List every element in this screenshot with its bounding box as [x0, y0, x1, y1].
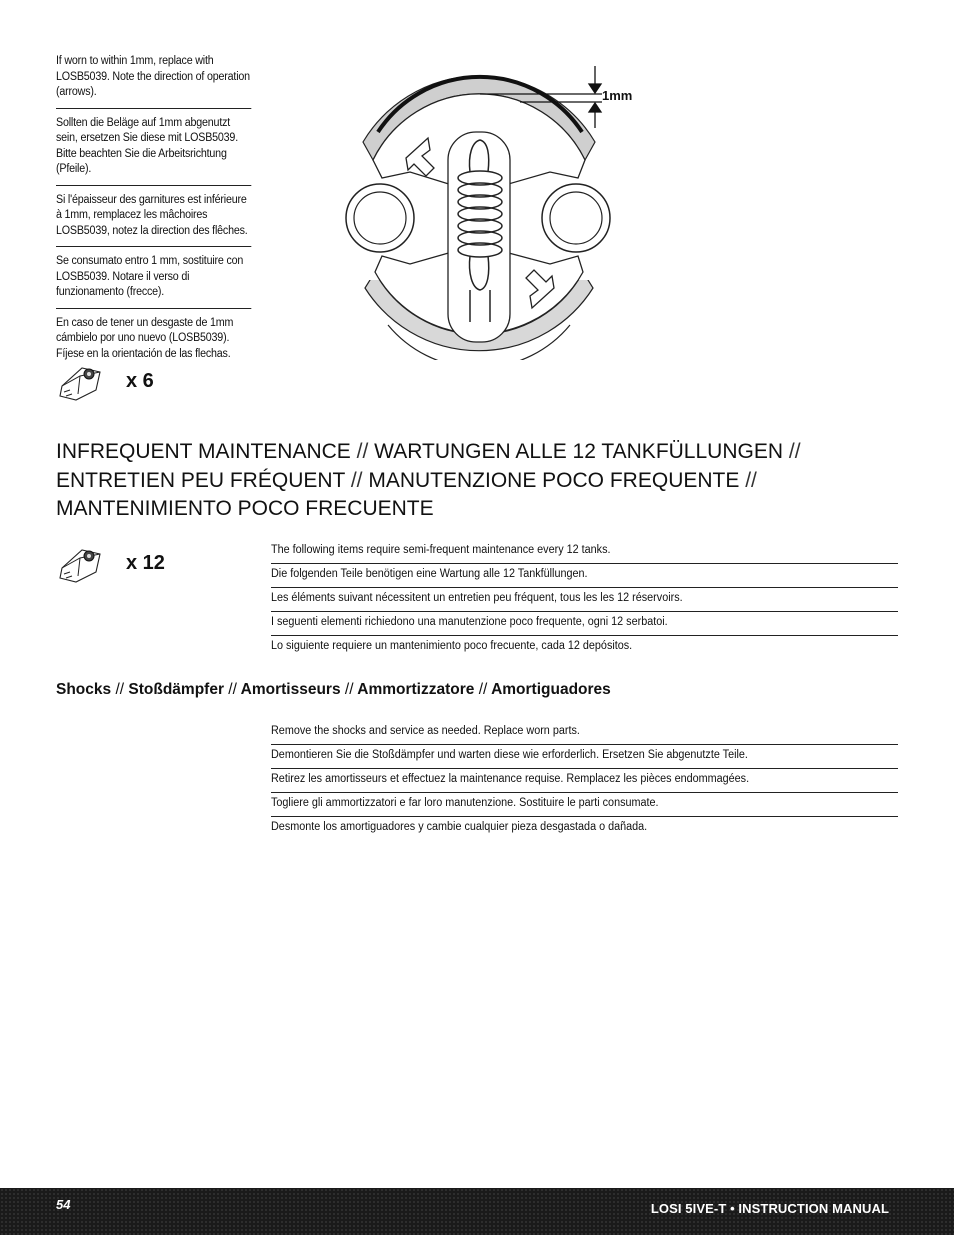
heading-es: MANTENIMIENTO POCO FRECUENTE — [56, 497, 434, 520]
clutch-note-it: Se consumato entro 1 mm, sostituire con LOSB5039. Notare il verso di funzionamento (frecce). — [56, 254, 251, 309]
row-text: The following items require semi-frequent maintenance every 12 tanks. — [271, 544, 611, 556]
intro-row-es — [271, 636, 898, 659]
clutch-note-fr: Si l'épaisseur des garnitures est inférieure à 1mm, remplacez les mâchoires LOSB5039, notez la direction des flêches. — [56, 193, 251, 248]
dimension-label: 1mm — [602, 88, 633, 103]
shocks-fr: Amortisseurs — [240, 681, 341, 698]
heading-it: MANUTENZIONE POCO FREQUENTE — [368, 468, 740, 492]
intro-row-it — [271, 612, 898, 636]
shocks-de: Stoßdämpfer — [128, 681, 224, 698]
shocks-heading — [56, 681, 611, 699]
clutch-notes — [56, 54, 252, 376]
heading-en: INFREQUENT MAINTENANCE — [56, 440, 351, 463]
shocks-es: Amortiguadores — [491, 681, 611, 698]
shocks-row-en — [271, 721, 898, 745]
heading-separator: // — [115, 681, 125, 698]
heading-separator: // — [356, 440, 369, 463]
clutch-note-en: If worn to within 1mm, replace with LOSB5039. Note the direction of operation (arrows). — [56, 54, 251, 109]
shocks-row-it — [271, 793, 898, 817]
clutch-note-es: En caso de tener un desgaste de 1mm cámbielo por uno nuevo (LOSB5039). Fíjese en la orientación de las flechas. — [56, 316, 234, 360]
heading-separator: // — [350, 468, 363, 492]
tank-count-12: x 12 — [126, 552, 165, 574]
clutch-diagram — [330, 60, 650, 360]
heading-fr: ENTRETIEN PEU FRÉQUENT — [56, 468, 345, 492]
clutch-note-de: Sollten die Beläge auf 1mm abgenutzt sein, ersetzen Sie diese mit LOSB5039. Bitte beachten Sie die Arbeitsrichtung (Pfeile). — [56, 116, 251, 186]
heading-separator: // — [228, 681, 237, 698]
heading-separator: // — [745, 468, 757, 492]
shocks-row-de — [271, 745, 898, 769]
heading-de: WARTUNGEN ALLE 12 TANKFÜLLUNGEN — [374, 440, 784, 463]
shocks-row-es — [271, 817, 898, 840]
shocks-it: Ammortizzatore — [357, 681, 475, 698]
section-heading — [56, 438, 916, 524]
row-text: Togliere gli ammortizzatori e far loro manutenzione. Sostituire le parti consumate. — [271, 797, 659, 809]
row-text: Les éléments suivant nécessitent un entretien peu fréquent, tous les les 12 réservoirs. — [271, 592, 683, 604]
intro-row-de — [271, 564, 898, 588]
tank-count-6: x 6 — [126, 370, 154, 392]
heading-separator: // — [788, 440, 801, 463]
fuel-tank-icon — [56, 542, 106, 586]
row-text: Lo siguiente requiere un mantenimiento poco frecuente, cada 12 depósitos. — [271, 640, 633, 652]
row-text: I seguenti elementi richiedono una manutenzione poco frequente, ogni 12 serbatoi. — [271, 616, 668, 628]
heading-separator: // — [478, 681, 488, 698]
footer-title: LOSI 5IVE-T • INSTRUCTION MANUAL — [650, 1201, 889, 1216]
row-text: Retirez les amortisseurs et effectuez la maintenance requise. Remplacez les pièces endommagées. — [271, 773, 750, 785]
heading-separator: // — [344, 681, 354, 698]
row-text: Remove the shocks and service as needed. Replace worn parts. — [271, 725, 580, 737]
intro-row-en — [271, 540, 898, 564]
intro-row-fr — [271, 588, 898, 612]
row-text: Desmonte los amortiguadores y cambie cualquier pieza desgastada o dañada. — [271, 821, 648, 833]
shocks-rows — [271, 721, 898, 840]
page-number: 54 — [56, 1197, 71, 1212]
row-text: Die folgenden Teile benötigen eine Wartung alle 12 Tankfüllungen. — [271, 568, 588, 580]
shocks-row-fr — [271, 769, 898, 793]
intro-rows — [271, 540, 898, 659]
shocks-en: Shocks — [56, 681, 112, 698]
fuel-tank-icon — [56, 360, 106, 404]
row-text: Demontieren Sie die Stoßdämpfer und warten diese wie erforderlich. Ersetzen Sie abgenutzte Teile. — [271, 749, 748, 761]
